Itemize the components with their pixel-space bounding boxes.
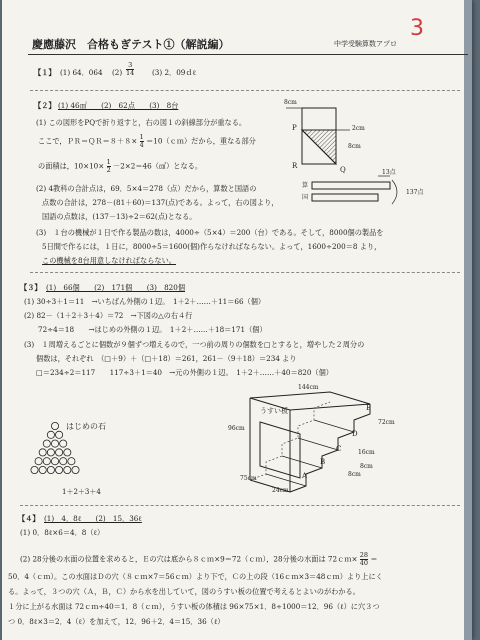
- s2-line-6: 国語の点数は，(137－13)÷2＝62(点)となる。: [42, 212, 197, 221]
- tank-label-d: D: [352, 430, 358, 438]
- handwritten-page-number: 3: [410, 16, 424, 41]
- fig2-label-japanese: 国: [302, 194, 309, 201]
- s4-l2-denominator: 40: [359, 559, 369, 567]
- s3-rule: [20, 505, 460, 506]
- s1-a2-denominator: 14: [126, 69, 135, 77]
- fig1-label-r: R: [292, 162, 298, 170]
- stone: [43, 458, 50, 465]
- stone: [35, 458, 42, 465]
- fig2-label-137: 137点: [406, 189, 424, 196]
- stone: [56, 449, 63, 456]
- stone: [39, 466, 46, 473]
- stone: [64, 466, 71, 473]
- s2-line-7: (3) １台の機械が１日で作る製品の数は，4000÷（5×4）＝200（台）である。そして，8000個の製品を: [36, 228, 384, 237]
- s1-answer-3: (3) 2．09ｄℓ: [152, 68, 197, 77]
- fig1-label-2cm: 2cm: [352, 125, 365, 132]
- fig1-label-8cm-right: 8cm: [348, 143, 361, 150]
- tank-label-8b: 8cm: [348, 471, 361, 478]
- s3-line-6: □＝234÷2＝117 117÷3＋1＝40 →元の外側の１辺。 1＋2＋……＋40＝820（個）: [36, 368, 333, 377]
- s2-line-2b: ＝10（ｃｍ）だから，重なる部分: [146, 136, 256, 146]
- tank-label-8a: 8cm: [360, 463, 373, 470]
- s2-l3-numerator: 1: [106, 158, 111, 166]
- s1-answer-2-prefix: (2): [112, 68, 123, 77]
- tank-label-16: 16cm: [358, 449, 375, 456]
- section-3-label: 【３】: [20, 283, 42, 292]
- fig2-label-13: 13点: [382, 169, 396, 176]
- stone: [39, 449, 46, 456]
- stair-tank-figure: [220, 382, 390, 502]
- s4-line-5: １分に上がる水面は 72ｃｍ÷40＝1．8（ｃｍ），うすい板の体積は 96×75×1．8÷1000＝12．96（ℓ）に穴３つ: [8, 602, 380, 611]
- section-1-label: 【１】: [34, 68, 56, 77]
- s3-answers: (1) 66個 (2) 171個 (3) 820個: [46, 283, 186, 292]
- s3-line-5: 個数は，それぞれ （□＋9）＋（□＋18）＝261，261－（9＋18）＝234 より: [36, 354, 297, 363]
- s4-answers: (1) 4．8ℓ (2) 15．36ℓ: [44, 514, 142, 523]
- answer-sheet: [2, 0, 472, 640]
- s2-l3-denominator: 2: [106, 166, 111, 174]
- tank-label-b: B: [320, 458, 326, 466]
- s3-line-4: (3) １周増えるごとに個数が９個ずつ増えるので，一つ前の周りの個数を□とすると，増やした２周分の: [24, 340, 365, 349]
- stone: [56, 431, 63, 438]
- stone: [51, 440, 58, 447]
- stone: [51, 422, 58, 429]
- page-subtitle: 中学受験算数アプロ: [334, 40, 397, 48]
- fig1-label-q: Q: [340, 166, 346, 174]
- tank-label-72: 72cm: [378, 419, 395, 426]
- s1-answer-2-fraction: [126, 62, 134, 77]
- stone: [47, 449, 54, 456]
- stone: [60, 440, 67, 447]
- section-4-label: 【４】: [18, 514, 40, 523]
- s4-l2-numerator: 28: [359, 551, 369, 559]
- stone: [43, 440, 50, 447]
- fig2-label-math: 算: [302, 182, 309, 189]
- s2-figure-2: [298, 172, 408, 212]
- stone: [51, 458, 58, 465]
- s4-line-2b: ＝: [370, 554, 378, 564]
- s4-line-2a: (2) 28分後の水面の位置を求めると，Ｅの穴は底から８ｃｍ×9＝72（ｃｍ），28分後の水面は 72ｃｍ×: [20, 554, 358, 564]
- s3-line-2: (2) 82－（1＋2＋3＋4）＝72 →下図の△の右４行: [24, 311, 193, 320]
- s4-line-6: つ 0．8ℓ×3＝2．4（ℓ）を加えて，12．96＋2．4＝15．36（ℓ）: [8, 617, 225, 626]
- s4-line-3: 50．4（ｃｍ）。この水面はＤの穴（８ｃｍ×7＝56ｃｍ）より下で，Ｃの上の段（16ｃｍ×3＝48ｃｍ）より上にく: [8, 572, 383, 581]
- tank-label-96: 96cm: [228, 425, 245, 432]
- stone: [31, 466, 38, 473]
- s2-line-3a: の面積は，10×10×: [38, 161, 105, 171]
- stone: [56, 466, 63, 473]
- tank-label-24: 24cm: [272, 487, 289, 494]
- s2-rule: [30, 272, 460, 273]
- s4-line-1: (1) 0．8ℓ×6＝4．8（ℓ）: [20, 528, 105, 537]
- stone: [68, 458, 75, 465]
- s1-a2-numerator: 3: [126, 62, 134, 70]
- section-2-label: 【２】: [34, 101, 56, 110]
- stone: [47, 466, 54, 473]
- s2-line-8: 5日間で作るには，１日に，8000÷5＝1600(個)作らなければならない。よって，1600÷200＝8 より，: [42, 242, 382, 251]
- tri-sum-label: 1＋2＋3＋4: [62, 488, 101, 496]
- stone: [47, 431, 54, 438]
- tri-first-stone-label: はじめの石: [66, 422, 106, 431]
- s2-line-1: (1) この図形をPQで折り返すと，右の図１の斜線部分が重なる。: [36, 118, 247, 127]
- fig1-label-p: P: [292, 124, 297, 132]
- s2-line-5: 点数の合計は，278－(81＋60)＝137(点)である。よって，右の図より，: [42, 198, 279, 207]
- tank-label-thin-board: うすい板: [260, 407, 288, 415]
- page-edge: [464, 0, 472, 640]
- s3-line-1: (1) 30÷3＋1＝11 →いちばん外側の１辺。 1＋2＋……＋11＝66（個）: [24, 297, 266, 306]
- stone: [64, 449, 71, 456]
- tank-label-e: E: [366, 404, 372, 412]
- s4-line-2: [20, 552, 378, 567]
- s2-line-2a: ここで，ＰＲ＝ＱＲ＝８＋８×: [38, 136, 138, 146]
- s2-l2-numerator: 1: [139, 133, 144, 141]
- s2-l2-denominator: 4: [139, 141, 144, 149]
- s1-rule: [30, 90, 460, 91]
- s1-answer-1: (1) 64．064: [60, 68, 103, 77]
- page-title: 慶應藤沢 合格もぎテスト①（解説編）: [32, 38, 230, 51]
- tank-label-a: A: [302, 472, 308, 480]
- s2-line-4: (2) 4教科の合計点は，69．5×4＝278（点）だから，算数と国語の: [36, 184, 257, 193]
- header-rule: [28, 54, 468, 55]
- s3-line-3: 72÷4＝18 →はじめの外側の１辺。 1＋2＋……＋18＝171（個）: [38, 325, 267, 334]
- tank-label-c: C: [336, 445, 342, 453]
- tank-label-75: 75cm: [240, 475, 257, 482]
- fig1-label-8cm-top: 8cm: [284, 99, 297, 106]
- tank-label-144: 144cm: [298, 384, 319, 391]
- s4-line-4: る。よって，３つの穴（Ａ，Ｂ，Ｃ）から水を出していて，図のうすい板の位置で考えるとよいのがわかる。: [8, 587, 360, 596]
- s2-line-3b: －2×2＝46（㎠）となる。: [113, 161, 203, 171]
- s2-answers: (1) 46㎠ (2) 62点 (3) 8台: [58, 101, 179, 110]
- stone: [60, 458, 67, 465]
- s2-line-2: [38, 134, 256, 149]
- s2-line-3: [38, 159, 202, 174]
- s2-line-9: この機械を8台用意しなければならない。: [42, 256, 176, 265]
- stone: [72, 466, 79, 473]
